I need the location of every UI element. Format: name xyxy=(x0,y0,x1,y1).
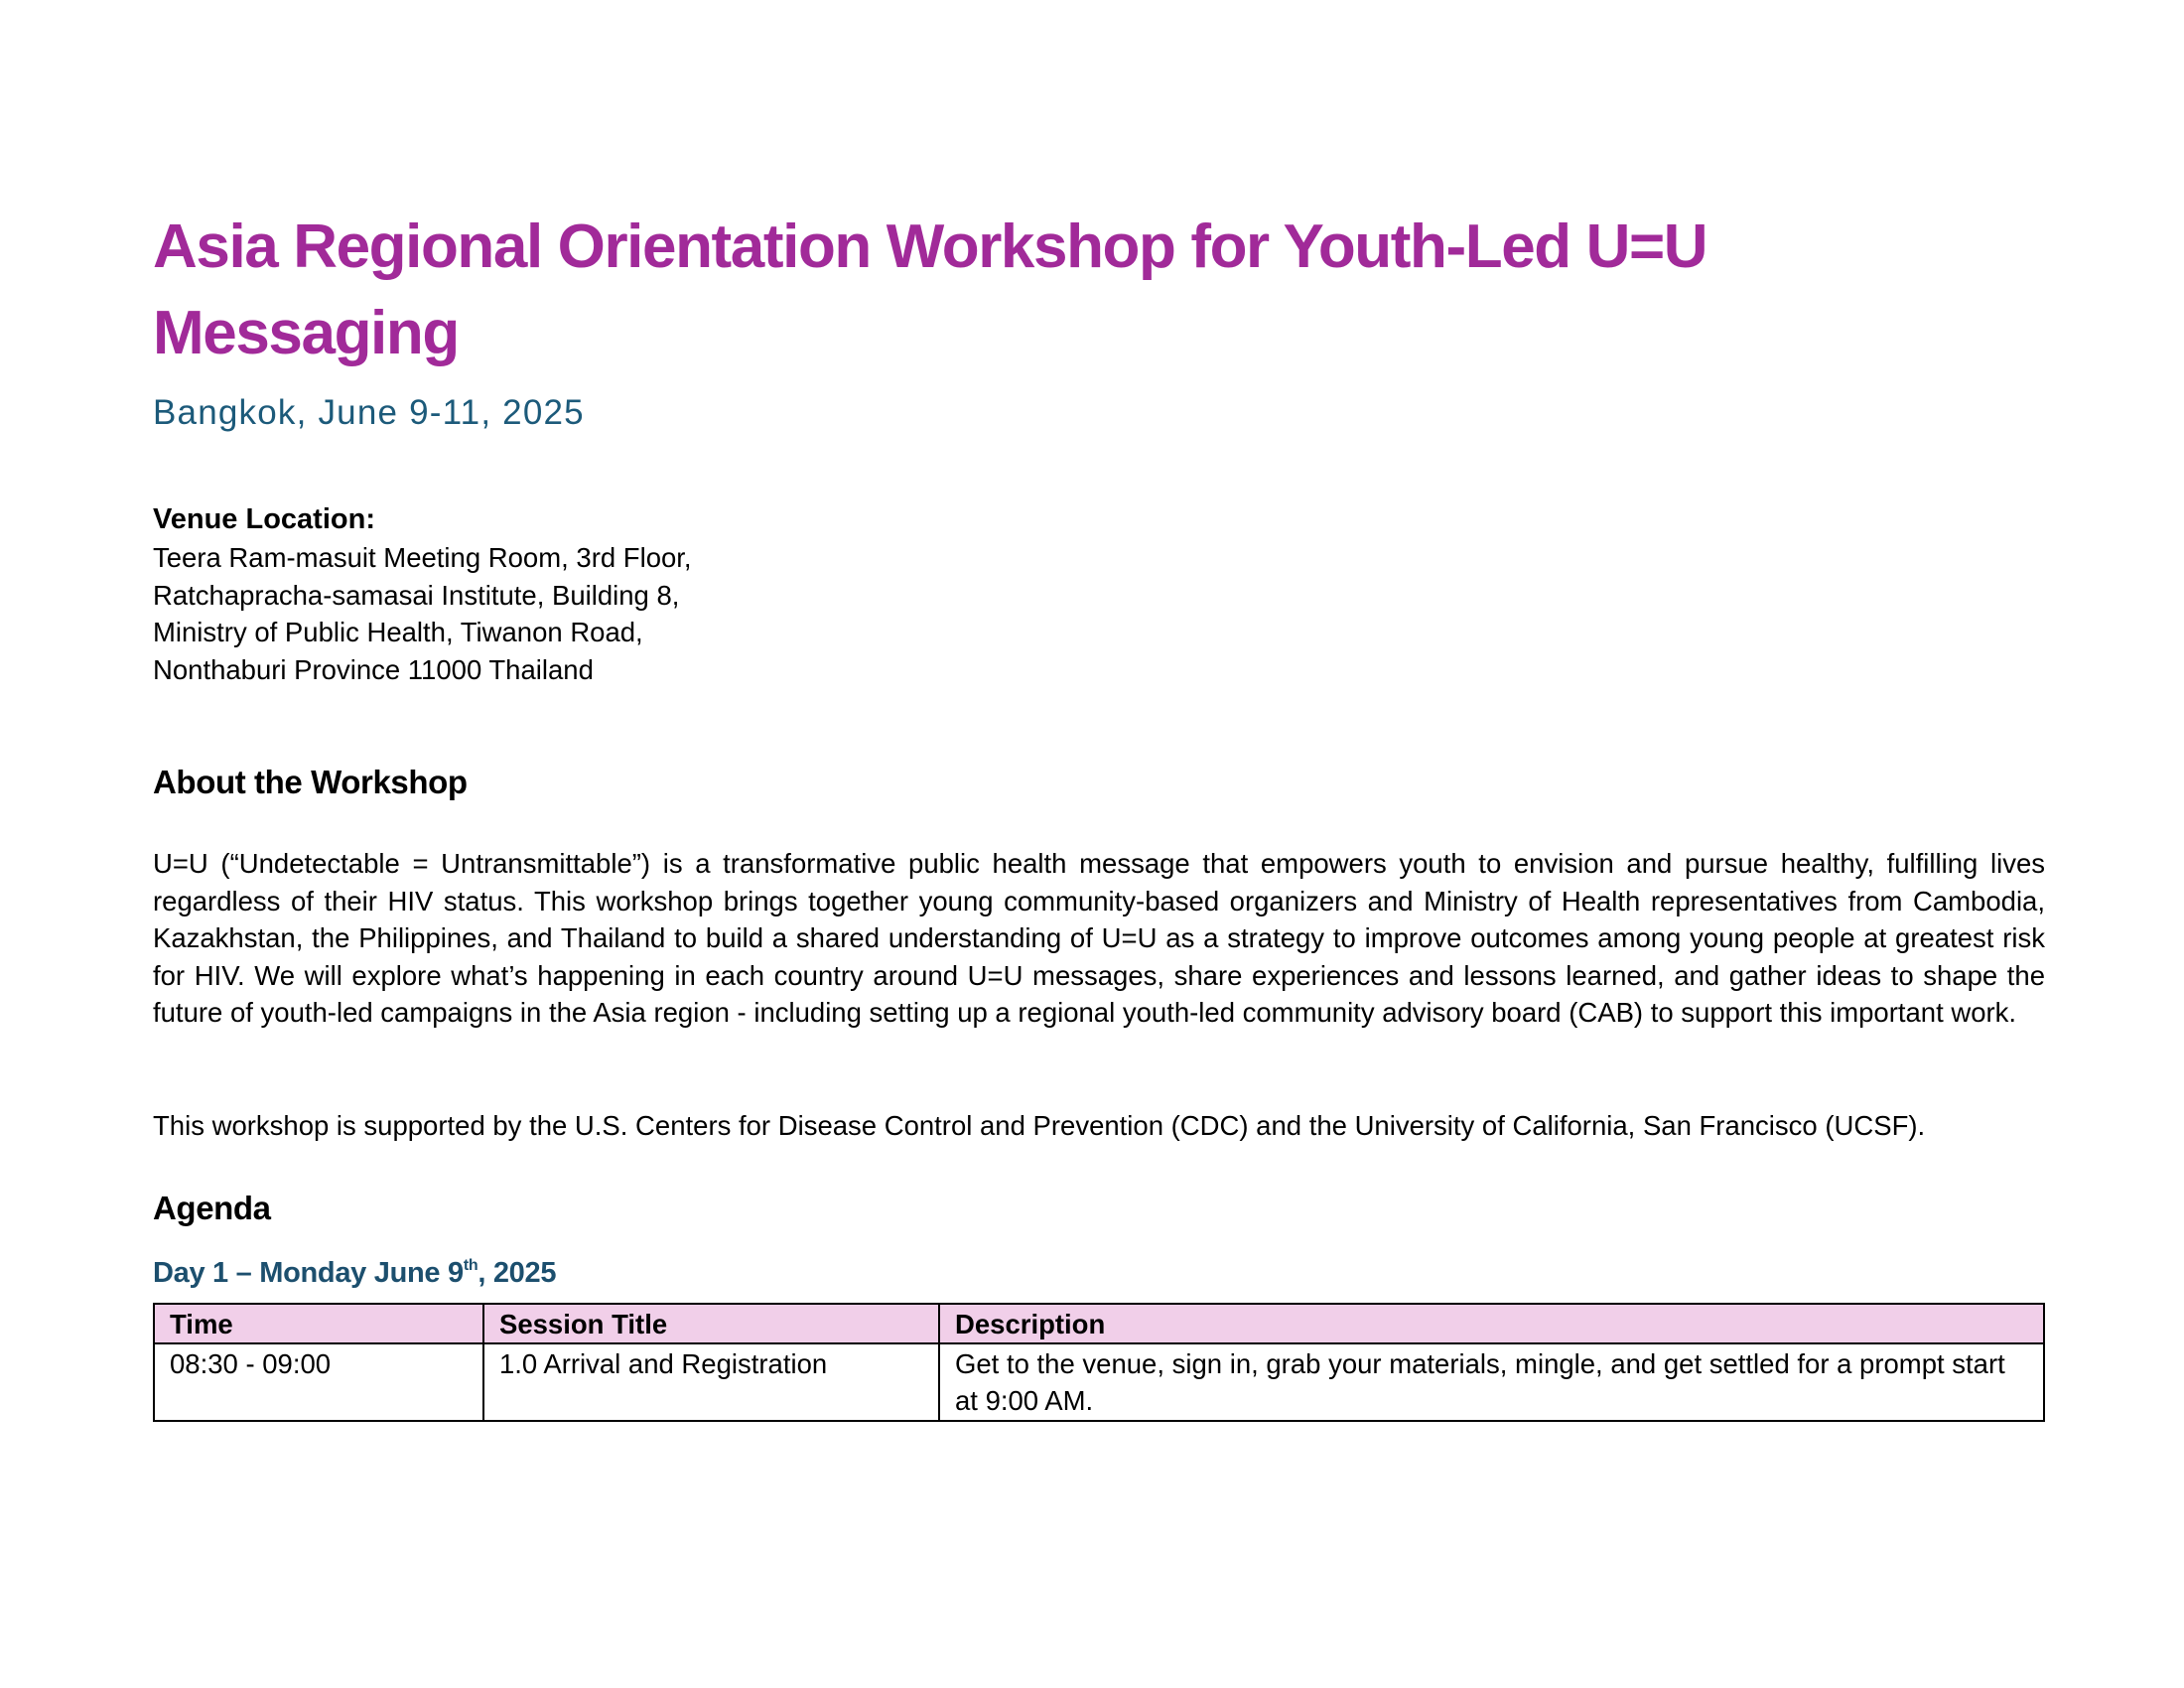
column-header-session-title: Session Title xyxy=(483,1304,939,1343)
day-1-heading xyxy=(153,1255,556,1291)
column-header-description: Description xyxy=(939,1304,2044,1343)
document-title xyxy=(153,204,2045,376)
venue-address-line: Teera Ram-masuit Meeting Room, 3rd Floor, xyxy=(153,542,692,573)
cell-time: 08:30 - 09:00 xyxy=(154,1343,483,1421)
day-1-heading-year: , 2025 xyxy=(478,1257,557,1289)
table-row xyxy=(154,1343,2044,1421)
venue-address-line: Ministry of Public Health, Tiwanon Road, xyxy=(153,617,643,647)
day-1-heading-prefix: Day 1 – Monday June 9 xyxy=(153,1257,464,1289)
support-statement: This workshop is supported by the U.S. Centers for Disease Control and Prevention (CDC) and the University of California, San Francisco (UCSF). xyxy=(153,1110,1926,1141)
agenda-table xyxy=(153,1303,2045,1422)
title-line-2: Messaging xyxy=(153,299,459,367)
about-paragraph: U=U (“Undetectable = Untransmittable”) is a transformative public health message that empowers youth to envision and pursue healthy, fulfilling lives regardless of their HIV status. This workshop brings together young community-based organizers and Ministry of Health representatives from Cambodia, Kazakhstan, the Philippines, and Thailand to build a shared understanding of U=U as a strategy to improve outcomes among young people at greatest risk for HIV. We will explore what’s happening in each country around U=U messages, share experiences and lessons learned, and gather ideas to shape the future of youth-led campaigns in the Asia region - including setting up a regional youth-led community advisory board (CAB) to support this important work. xyxy=(153,848,2045,1029)
about-heading: About the Workshop xyxy=(153,764,468,800)
venue-label: Venue Location: xyxy=(153,503,375,535)
venue-address-line: Nonthaburi Province 11000 Thailand xyxy=(153,653,594,685)
cell-description: Get to the venue, sign in, grab your materials, mingle, and get settled for a prompt start at 9:00 AM. xyxy=(939,1343,2044,1421)
location-date-subtitle: Bangkok, June 9-11, 2025 xyxy=(153,393,585,432)
column-header-time: Time xyxy=(154,1304,483,1343)
agenda-header-row xyxy=(154,1304,2044,1343)
day-1-ordinal-suffix: th xyxy=(463,1257,478,1274)
venue-address xyxy=(153,539,692,688)
title-line-1: Asia Regional Orientation Workshop for Youth-Led U=U xyxy=(153,212,1707,281)
cell-session-title: 1.0 Arrival and Registration xyxy=(483,1343,939,1421)
venue-address-line: Ratchapracha-samasai Institute, Building 8, xyxy=(153,579,680,611)
agenda-heading: Agenda xyxy=(153,1190,271,1226)
